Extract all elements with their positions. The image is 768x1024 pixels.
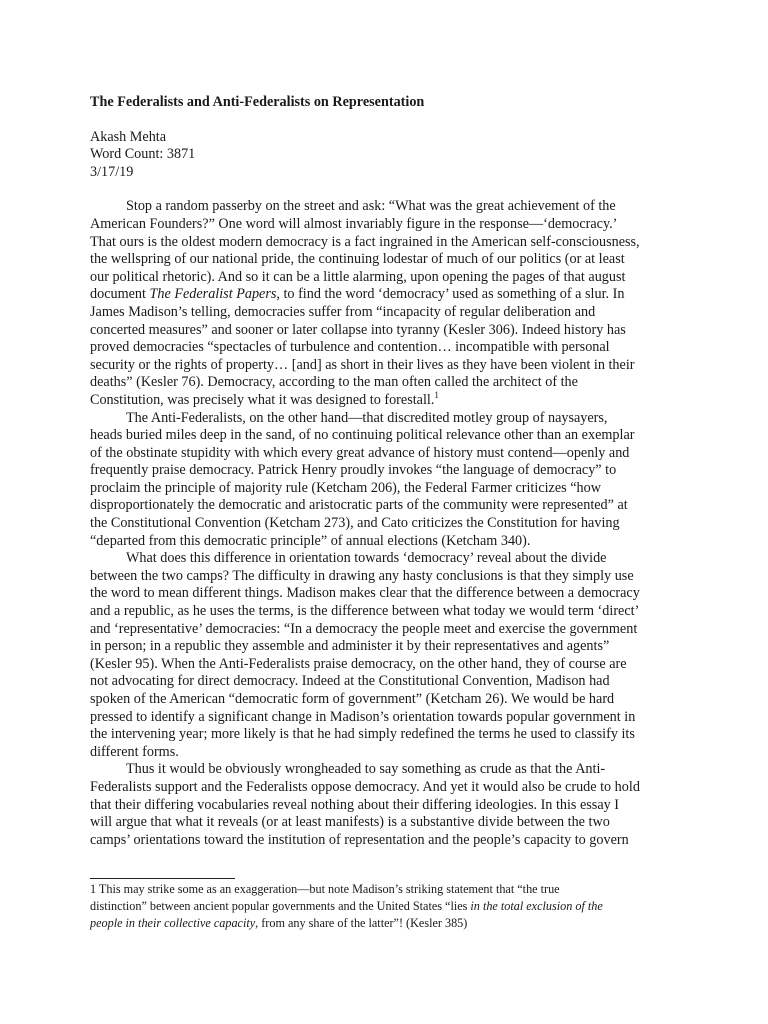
- text-line: in person; in a republic they assemble and administer it by their representatives and agents”: [90, 638, 610, 655]
- text-line: The Anti-Federalists, on the other hand—that discredited motley group of naysayers,: [126, 409, 608, 426]
- paragraph-4: [90, 761, 676, 849]
- text-line: security or the rights of property… [and] as short in their lives as they have been violent in their: [90, 356, 635, 373]
- text-line: different forms.: [90, 743, 179, 760]
- text-line: James Madison’s telling, democracies suffer from “incapacity of regular deliberation and: [90, 303, 596, 320]
- footnote-text: distinction” between ancient popular governments and the United States “lies: [90, 898, 471, 913]
- text-line: Thus it would be obviously wrongheaded to say something as crude as that the Anti-: [126, 761, 606, 778]
- footnote-line: 1 This may strike some as an exaggeration—but note Madison’s striking statement that “the true: [90, 882, 560, 896]
- essay-body: [90, 198, 676, 849]
- text-line: the Constitutional Convention (Ketcham 273), and Cato criticizes the Constitution for having: [90, 515, 620, 532]
- book-title: The Federalist Papers: [149, 286, 277, 303]
- text-line: proclaim the principle of majority rule (Ketcham 206), the Federal Farmer criticizes “how: [90, 479, 601, 496]
- text-segment: document: [90, 286, 150, 303]
- document-page: [90, 94, 676, 849]
- text-line: deaths” (Kesler 76). Democracy, according to the man often called the architect of the: [90, 374, 578, 391]
- text-line: heads buried miles deep in the sand, of no continuing political relevance other than an exemplar: [90, 427, 635, 444]
- text-line: and a republic, as he uses the terms, is the difference between what today we would term ‘direct’: [90, 603, 640, 620]
- text-line: spoken of the American “democratic form of government” (Ketcham 26). We would be hard: [90, 691, 615, 707]
- text-line: will argue that what it reveals (or at least manifests) is a substantive divide between the two: [90, 814, 610, 831]
- footnote-1: [90, 881, 680, 931]
- text-line: camps’ orientations toward the institution of representation and the people’s capacity to govern: [90, 831, 629, 848]
- footnote-text: , from any share of the latter”! (Kesler 385): [255, 915, 468, 930]
- text-line: frequently praise democracy. Patrick Henry proudly invokes “the language of democracy” to: [90, 462, 617, 479]
- footnote-emphasis: people in their collective capacity: [90, 915, 256, 930]
- document-title: The Federalists and Anti-Federalists on Representation: [90, 94, 425, 110]
- text-line: (Kesler 95). When the Anti-Federalists praise democracy, on the other hand, they of course are: [90, 655, 627, 672]
- footnote-separator: [90, 878, 235, 879]
- paragraph-2: [90, 410, 676, 551]
- text-line: of the obstinate stupidity with which every great advance of history must contend—openly and: [90, 444, 630, 461]
- text-line: That ours is the oldest modern democracy is a fact ingrained in the American self-consciousness,: [90, 233, 640, 250]
- document-meta: [90, 129, 676, 182]
- text-line: and ‘representative’ democracies: “In a democracy the people meet and exercise the government: [90, 620, 638, 637]
- footnote-line: [90, 898, 680, 915]
- text-line: “departed from this democratic principle” of annual elections (Ketcham 340).: [90, 532, 531, 549]
- text-line: between the two camps? The difficulty in drawing any hasty conclusions is that they simply use: [90, 567, 634, 584]
- paragraph-3: [90, 550, 676, 761]
- text-line: [90, 286, 676, 304]
- text-line: Federalists support and the Federalists oppose democracy. And yet it would also be crude to hold: [90, 778, 640, 795]
- text-line: Stop a random passerby on the street and ask: “What was the great achievement of the: [126, 198, 616, 215]
- text-line: What does this difference in orientation towards ‘democracy’ reveal about the divide: [126, 550, 607, 567]
- text-line: the intervening year; more likely is that he had simply redefined the terms he used to classify its: [90, 726, 635, 743]
- paragraph-1: [90, 198, 676, 409]
- text-line: the wellspring of our national pride, the continuing lodestar of much of our politics (or at least: [90, 251, 625, 268]
- text-segment: Constitution, was precisely what it was designed to forestall.: [90, 391, 435, 408]
- text-line: that their differing vocabularies reveal nothing about their differing ideologies. In this essay I: [90, 796, 619, 813]
- text-line: not advocating for direct democracy. Indeed at the Constitutional Convention, Madison had: [90, 673, 610, 690]
- text-line: pressed to identify a significant change in Madison’s orientation towards popular government in: [90, 708, 636, 725]
- text-line: proved democracies “spectacles of turbulence and contention… incompatible with personal: [90, 339, 610, 356]
- footnote-emphasis: in the total exclusion of the: [470, 898, 603, 913]
- text-line: American Founders?” One word will almost invariably figure in the response—‘democracy.’: [90, 215, 618, 232]
- text-line: [90, 389, 676, 410]
- footnote-marker: 1: [434, 389, 439, 400]
- footnote-line: [90, 915, 680, 932]
- author-name: Akash Mehta: [90, 128, 167, 145]
- text-line: concerted measures” and sooner or later collapse into tyranny (Kesler 306). Indeed history has: [90, 321, 626, 338]
- text-line: disproportionately the democratic and aristocratic parts of the community were represented” at: [90, 497, 628, 514]
- word-count: Word Count: 3871: [90, 146, 196, 163]
- text-line: the word to mean different things. Madison makes clear that the difference between a democracy: [90, 585, 640, 602]
- text-line: our political rhetoric). And so it can be a little alarming, upon opening the pages of that august: [90, 268, 626, 285]
- document-date: 3/17/19: [90, 163, 134, 180]
- text-segment: , to find the word ‘democracy’ used as something of a slur. In: [276, 286, 625, 303]
